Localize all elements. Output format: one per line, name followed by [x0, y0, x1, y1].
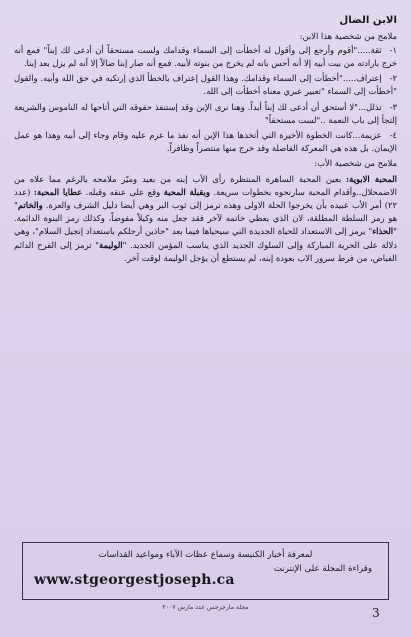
- article: [14, 14, 397, 265]
- symbol-description: بعين المحبة الساهرة المنتظرة رأى الأب إبنه من بعيد وميّز ملامحه بالرغم مما علاه من الاضمحلال..وأقدام المحبة سارنحوه بخطوات سريعة.: [14, 174, 398, 198]
- symbol-description: (عدد ٢٢) أمر الأب عبيده بأن يخرجوا الحلة الاولى وهذه ترمز إلى ثوب البر وهي أيضا دليل الشرف والعزة.: [14, 187, 397, 211]
- son-trait-number: ٣-: [389, 101, 397, 112]
- son-traits-list: [14, 44, 397, 155]
- son-heading: ملامح من شخصية هذا الابن:: [299, 31, 397, 42]
- son-trait-item: [14, 44, 397, 70]
- son-trait-item: [14, 129, 397, 155]
- father-symbols-paragraph: [14, 173, 397, 265]
- son-trait-text: تذلل..."لا أستحق أن أدعى لك إبناً أبداً. وهنا نرى الإبن وقد إستنفذ حقوقه التي أتاحها له الناموس والشريعة إلتجأ إلى باب النعمة .."لست مستحقاً": [14, 101, 397, 125]
- son-trait-text: ثقة....."أقوم وأرجع إلى وأقول له أخطأت إلى السماء وقدامك ولست مستحقاً أن أدعى لك إبناً" فمع أنه خرج بارادته من بيت أبيه إلا أنه أحس بانه لم يخرج من بنوته لأبيه. فمع أنه صار إبنا ضالاً إلا أنه لم يزل بعد إبنا.: [14, 45, 397, 69]
- son-trait-item: [14, 72, 397, 98]
- symbol-term: عطايا المحبة:: [33, 187, 83, 198]
- website-box: [22, 542, 389, 600]
- father-heading: ملامح من شخصية الأب:: [314, 157, 397, 168]
- website-box-line2: وقراءة المجلة على الإنترنت: [273, 564, 372, 574]
- page-footer: مجلة مارجرجس عدد مارس ٢٠٠٧: [162, 604, 249, 611]
- symbol-term: والخاتم: [17, 200, 43, 211]
- symbol-description: " ترمز إلى الفرح الدائم الفياض، من فرط سرور الاب بعودة إبنه، لم يستطع أن يؤجل الوليمة لوقت آخر.: [14, 239, 397, 263]
- son-trait-text: إعتراف....."أخطأت إلى السماء وقدامك. وهذا القول إعتراف بالخطأ الذي إرتكبه في حق الله وأبيه. والقول "أخطأت إلى السماء "تعبير عبري معناه أخطأت إلى الله.: [14, 73, 397, 97]
- symbol-description: " يرمز إلى الاستعداد للحياة الجديدة التي سيحياها فيما بعد "حاذين أرجلكم باستعداد إنجيل السلام"، وهي دلالة على الحرية المباركة وإلى السلوك الجديد الذي يناسب المؤمن الجديد. ": [14, 226, 397, 250]
- website-url-link[interactable]: www.stgeorgestjoseph.ca: [34, 572, 235, 588]
- son-trait-item: [14, 101, 397, 127]
- symbol-description: " هو رمز السلطة المطلقة، لان الذي يعطي خاتمه لآخر فقد جعل منه وكيلاً مفوضاً، وكذلك رمز البنوة الدائمة. ": [14, 200, 397, 237]
- symbol-term: الوليمة: [98, 239, 123, 250]
- symbol-term: وبقبلة المحبة: [163, 187, 210, 198]
- son-trait-number: ١-: [389, 45, 397, 56]
- website-box-line1: لمعرفة أخبار الكنيسة وسماع عظات الآباء ومواعيد القداسات: [98, 550, 313, 560]
- article-title: الابن الضال: [339, 15, 397, 26]
- symbol-term: المحبة الابوية:: [346, 174, 397, 185]
- son-trait-number: ٤-: [389, 129, 397, 140]
- symbol-term: الحذاء: [372, 226, 394, 237]
- page-number: 3: [372, 606, 380, 620]
- symbol-description: وقع على عنقه وقبله.: [82, 187, 164, 198]
- son-trait-text: عزيمة...كانت الخطوة الأخيرة التي أتخذها هذا الإبن أنه نفذ ما عزم عليه وقام وجاء إلى أبيه وهذا هو عمل الإيمان. بل هذه هي المعركة الفاصلة وقد خرج منها منتصراً وظافراً.: [14, 129, 397, 153]
- son-trait-number: ٢-: [389, 73, 397, 84]
